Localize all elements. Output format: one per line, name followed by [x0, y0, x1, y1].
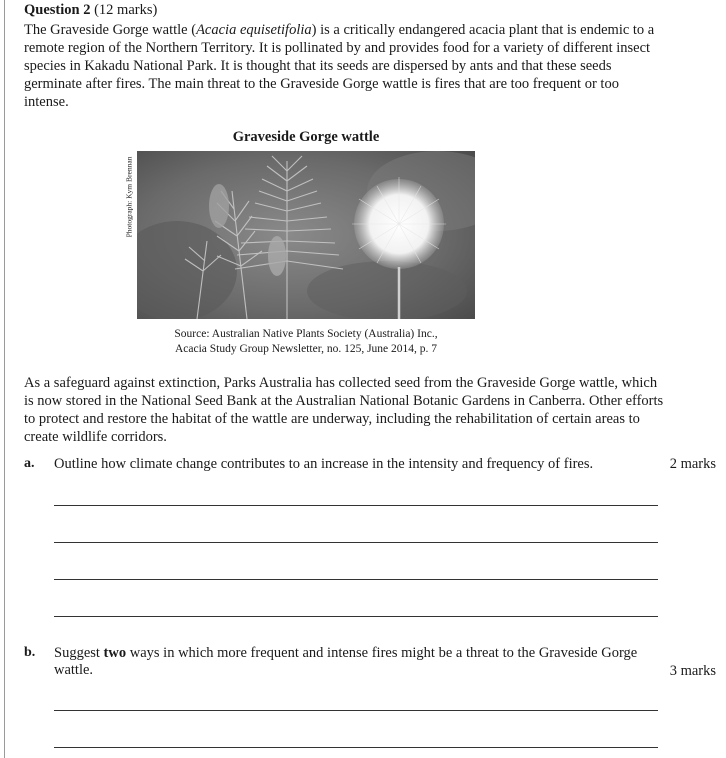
- question-marks: (12 marks): [94, 2, 158, 18]
- answer-line-b1[interactable]: [54, 710, 658, 711]
- intro-paragraph: [24, 21, 664, 111]
- part-a-marks: 2 marks: [669, 456, 716, 472]
- part-b-text-rest: ways in which more frequent and intense fires might be a threat to the Graveside Gorge wattle.: [54, 645, 638, 678]
- part-a-question: Outline how climate change contributes to an increase in the intensity and frequency of fires.: [54, 456, 594, 472]
- intro-text-start: The Graveside Gorge wattle (: [24, 22, 197, 38]
- part-b-label: b.: [24, 645, 36, 660]
- part-b-marks: 3 marks: [669, 663, 716, 679]
- intro-text-rest: ) is a critically endangered acacia plant that is endemic to a remote region of the Northern Territory. It is pollinated by and provides food for a variety of different insect species in Kakadu National Park. It is thought that its seeds are dispersed by ants and that these seeds germinate after fires. The main threat to the Graveside Gorge wattle is fires that are too frequent or too intense.: [24, 22, 655, 110]
- part-b-emphasis: two: [103, 645, 127, 661]
- answer-line-a1[interactable]: [54, 505, 658, 506]
- figure-title: Graveside Gorge wattle: [232, 129, 380, 145]
- answer-line-a4[interactable]: [54, 616, 658, 617]
- photo-credit: [123, 151, 135, 241]
- species-name: Acacia equisetifolia: [196, 22, 312, 38]
- question-label: Question 2: [24, 2, 91, 18]
- part-b-question: [54, 645, 654, 679]
- source-line-1: Source: Australian Native Plants Society (Australia) Inc.,: [174, 328, 438, 340]
- wattle-photograph: [137, 151, 475, 319]
- source-line-2: Acacia Study Group Newsletter, no. 125, June 2014, p. 7: [174, 342, 438, 355]
- answer-line-a2[interactable]: [54, 542, 658, 543]
- part-a-label: a.: [24, 456, 35, 471]
- photo-credit-text: Photograph: Kym Brennan: [124, 156, 134, 238]
- question-heading: [24, 2, 157, 19]
- answer-line-b2[interactable]: [54, 747, 658, 748]
- page-left-rule: [4, 0, 5, 758]
- figure-source: [137, 327, 475, 356]
- answer-line-a3[interactable]: [54, 579, 658, 580]
- part-b-text-start: Suggest: [54, 645, 104, 661]
- context-paragraph: As a safeguard against extinction, Parks Australia has collected seed from the Graveside Gorge wattle, which is now stored in the National Seed Bank at the Australian National Botanic Gardens in Canberra. Other efforts to protect and restore the habitat of the wattle are underway, including the rehabilitation of certain areas to create wildlife corridors.: [24, 375, 664, 445]
